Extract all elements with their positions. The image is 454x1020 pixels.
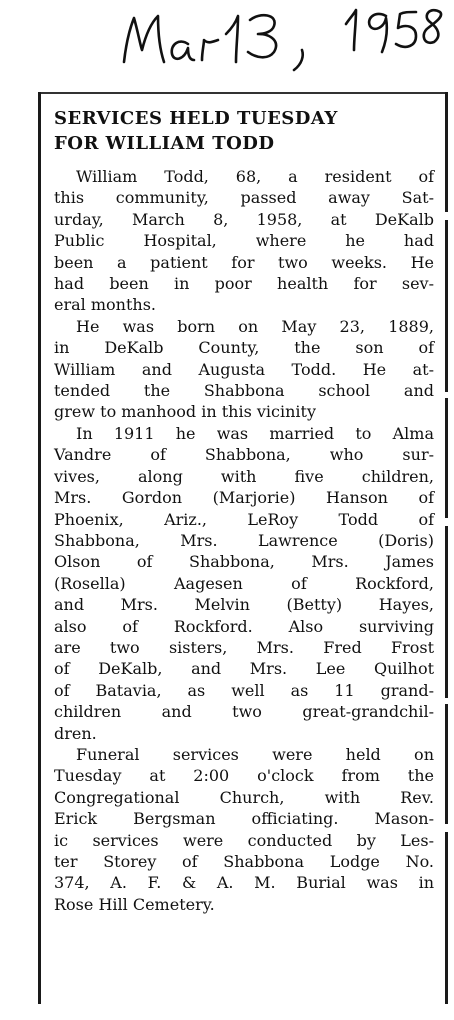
paragraph-line: this community, passed away Sat-	[54, 188, 434, 208]
paragraph-line: of DeKalb, and Mrs. Lee Quilhot	[54, 659, 434, 679]
article	[54, 106, 434, 915]
paragraph-line: Congregational Church, with Rev.	[54, 787, 434, 807]
paragraph-line: Phoenix, Ariz., LeRoy Todd of	[54, 509, 434, 529]
paragraph-line: children and two great-grandchil-	[54, 702, 434, 722]
paragraph-line: Olson of Shabbona, Mrs. James	[54, 552, 434, 572]
article-paragraph	[54, 166, 434, 316]
paragraph-line: eral months.	[54, 295, 156, 315]
article-paragraph	[54, 744, 434, 915]
paragraph-line: been a patient for two weeks. He	[54, 252, 434, 272]
paragraph-line: He was born on May 23, 1889,	[76, 316, 434, 336]
paragraph-line: in DeKalb County, the son of	[54, 338, 434, 358]
headline-line: FOR WILLIAM TODD	[54, 133, 275, 154]
paragraph-line: Vandre of Shabbona, who sur-	[54, 445, 434, 465]
article-paragraph	[54, 423, 434, 744]
paragraph-line: grew to manhood in this vicinity	[54, 402, 316, 422]
paragraph-line: vives, along with five children,	[54, 466, 434, 486]
paragraph-line: also of Rockford. Also surviving	[54, 616, 434, 636]
article-paragraph	[54, 316, 434, 423]
paragraph-line: dren.	[54, 723, 97, 743]
paragraph-line: (Rosella) Aagesen of Rockford,	[54, 573, 434, 593]
paragraph-line: Tuesday at 2:00 o'clock from the	[54, 766, 434, 786]
column-rule-right	[445, 92, 448, 1004]
handwritten-date-scrawl	[118, 4, 448, 74]
newspaper-clipping	[38, 92, 448, 1012]
paragraph-line: ter Storey of Shabbona Lodge No.	[54, 852, 434, 871]
paragraph-line: ic services were conducted by Les-	[54, 830, 434, 850]
paragraph-line: Public Hospital, where he had	[54, 231, 434, 251]
clipping-top-rule	[38, 92, 448, 94]
paragraph-line: Shabbona, Mrs. Lawrence (Doris)	[54, 530, 434, 550]
paragraph-line: and Mrs. Melvin (Betty) Hayes,	[54, 595, 434, 615]
paragraph-line: Rose Hill Cemetery.	[54, 894, 215, 914]
paragraph-line: of Batavia, as well as 11 grand-	[54, 680, 434, 700]
paragraph-line: In 1911 he was married to Alma	[76, 423, 434, 443]
column-rule-left	[38, 92, 41, 1004]
paragraph-line: William Todd, 68, a resident of	[76, 167, 434, 186]
paragraph-line: urday, March 8, 1958, at DeKalb	[54, 209, 434, 229]
paragraph-line: Erick Bergsman officiating. Mason-	[54, 809, 434, 829]
handwritten-date	[118, 4, 448, 74]
article-headline	[54, 106, 434, 156]
paragraph-line: tended the Shabbona school and	[54, 381, 434, 401]
article-body	[54, 166, 434, 915]
headline-line: SERVICES HELD TUESDAY	[54, 108, 338, 129]
paragraph-line: 374, A. F. & A. M. Burial was in	[54, 873, 434, 893]
paragraph-line: Mrs. Gordon (Marjorie) Hanson of	[54, 488, 434, 508]
paragraph-line: are two sisters, Mrs. Fred Frost	[54, 637, 434, 657]
paragraph-line: William and Augusta Todd. He at-	[54, 359, 434, 379]
paragraph-line: Funeral services were held on	[76, 744, 434, 764]
paragraph-line: had been in poor health for sev-	[54, 274, 434, 294]
